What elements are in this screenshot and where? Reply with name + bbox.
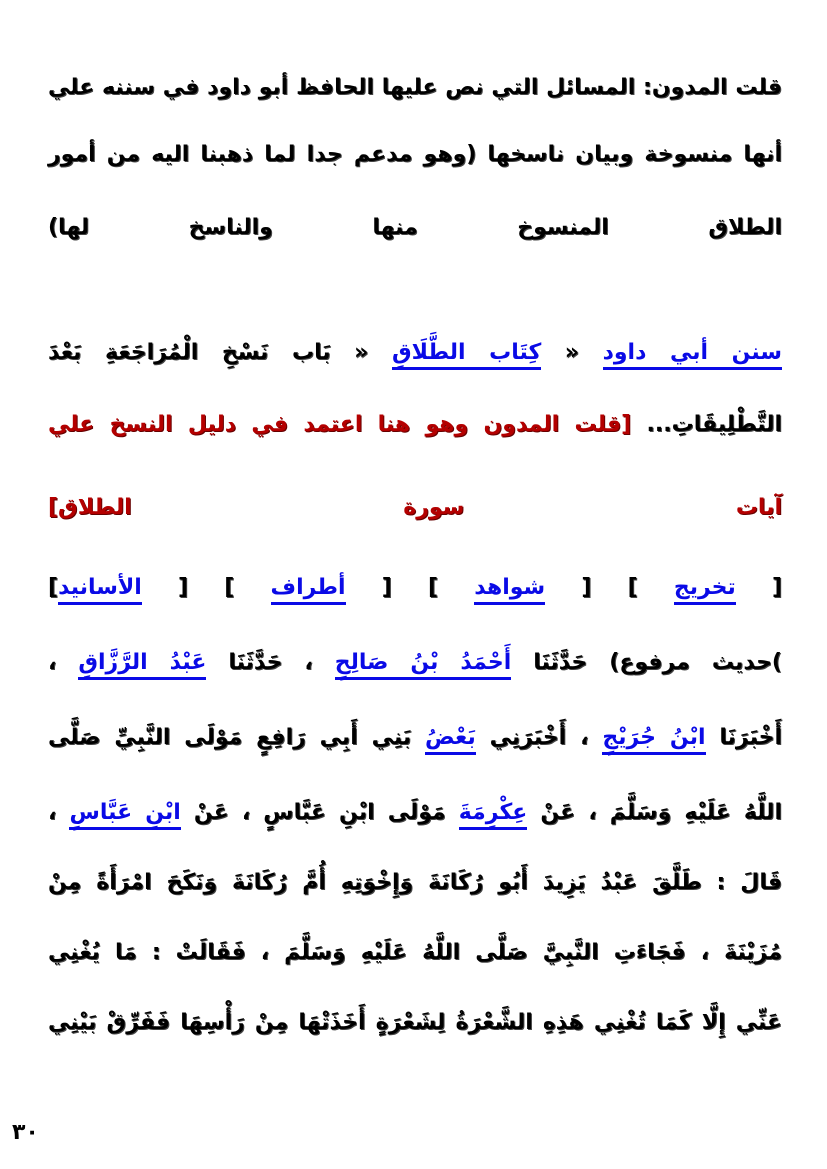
body-text: ] [ (345, 575, 475, 600)
hyperlink[interactable]: تخريج (674, 575, 736, 605)
body-text: قلت المدون: المسائل التي نص عليها الحافظ أبو داود في سننه علي (48, 75, 782, 100)
text-line (48, 333, 782, 373)
hyperlink[interactable]: كِتَاب الطَّلَاقِ (392, 340, 541, 370)
text-line (48, 1003, 782, 1043)
body-text: )حديث مرفوع) حَدَّثَنَا (511, 650, 782, 675)
hyperlink[interactable]: شواهد (474, 575, 545, 605)
text-line (48, 863, 782, 903)
body-text: الطلاق المنسوخ منها والناسخ لها) (48, 215, 782, 240)
body-text: أَخْبَرَنَا (705, 725, 782, 750)
text-line (48, 933, 782, 973)
body-text: ] [ (141, 575, 271, 600)
body-text: مُزَيْنَةَ ، فَجَاءَتِ النَّبِيَّ صَلَّى اللَّهُ عَلَيْهِ وَسَلَّمَ ، فَقَالَتْ : مَا يُغْنِي (48, 940, 782, 965)
author-note: [قلت المدون وهو هنا اعتمد في دليل النسخ علي (48, 412, 632, 437)
hyperlink[interactable]: أَحْمَدُ بْنُ صَالِحٍ (335, 650, 512, 680)
body-text: ] (48, 575, 59, 600)
body-text: [ (735, 575, 783, 600)
text-line (48, 718, 782, 758)
body-text: قَالَ : طَلَّقَ عَبْدُ يَزِيدَ أَبُو رُكَانَةَ وَإِخْوَتِهِ أُمَّ رُكَانَةَ وَنَكَحَ امْرَأَةً مِنْ (48, 870, 782, 895)
page-number: ٣٠ (12, 1120, 39, 1145)
body-text: أنها منسوخة وبيان ناسخها (وهو مدعم جدا لما ذهبنا اليه من أمور (48, 142, 782, 167)
text-line (48, 793, 782, 833)
body-text: ، (48, 650, 79, 675)
hyperlink[interactable]: ابْنِ عَبَّاسٍ (69, 800, 180, 830)
body-text: « بَاب نَسْخِ الْمُرَاجَعَةِ بَعْدَ (48, 340, 392, 365)
text-line (48, 68, 782, 108)
body-text: عَنِّي إِلَّا كَمَا تُغْنِي هَذِهِ الشَّعْرَةُ لِشَعْرَةٍ أَخَذَتْهَا مِنْ رَأْسِهَا فَفَرِّقْ بَيْنِي (48, 1010, 782, 1035)
body-text: اللَّهُ عَلَيْهِ وَسَلَّمَ ، عَنْ (527, 800, 782, 825)
author-note: آيات سورة الطلاق] (48, 495, 782, 520)
hyperlink[interactable]: الأسانيد (58, 575, 142, 605)
body-text: بَنِي أَبِي رَافِعٍ مَوْلَى النَّبِيِّ صَلَّى (48, 725, 426, 750)
hyperlink[interactable]: سنن أبي داود (603, 340, 782, 370)
text-line (48, 643, 782, 683)
body-text: مَوْلَى ابْنِ عَبَّاسٍ ، عَنْ (180, 800, 459, 825)
text-line (48, 488, 782, 528)
text-line (48, 568, 782, 608)
text-line (48, 405, 782, 445)
hyperlink[interactable]: بَعْضُ (425, 725, 476, 755)
body-text: ] [ (545, 575, 674, 600)
body-text: ، أَخْبَرَنِي (475, 725, 603, 750)
body-text: التَّطْلِيقَاتِ... (631, 412, 783, 437)
hyperlink[interactable]: أطراف (271, 575, 346, 605)
body-text: ، حَدَّثَنَا (206, 650, 335, 675)
hyperlink[interactable]: عِكْرِمَةَ (459, 800, 527, 830)
text-line (48, 135, 782, 175)
hyperlink[interactable]: ابْنُ جُرَيْجٍ (602, 725, 705, 755)
hyperlink[interactable]: عَبْدُ الرَّزَّاقِ (78, 650, 206, 680)
text-line (48, 208, 782, 248)
body-text: « (541, 340, 603, 365)
body-text: ، (48, 800, 70, 825)
